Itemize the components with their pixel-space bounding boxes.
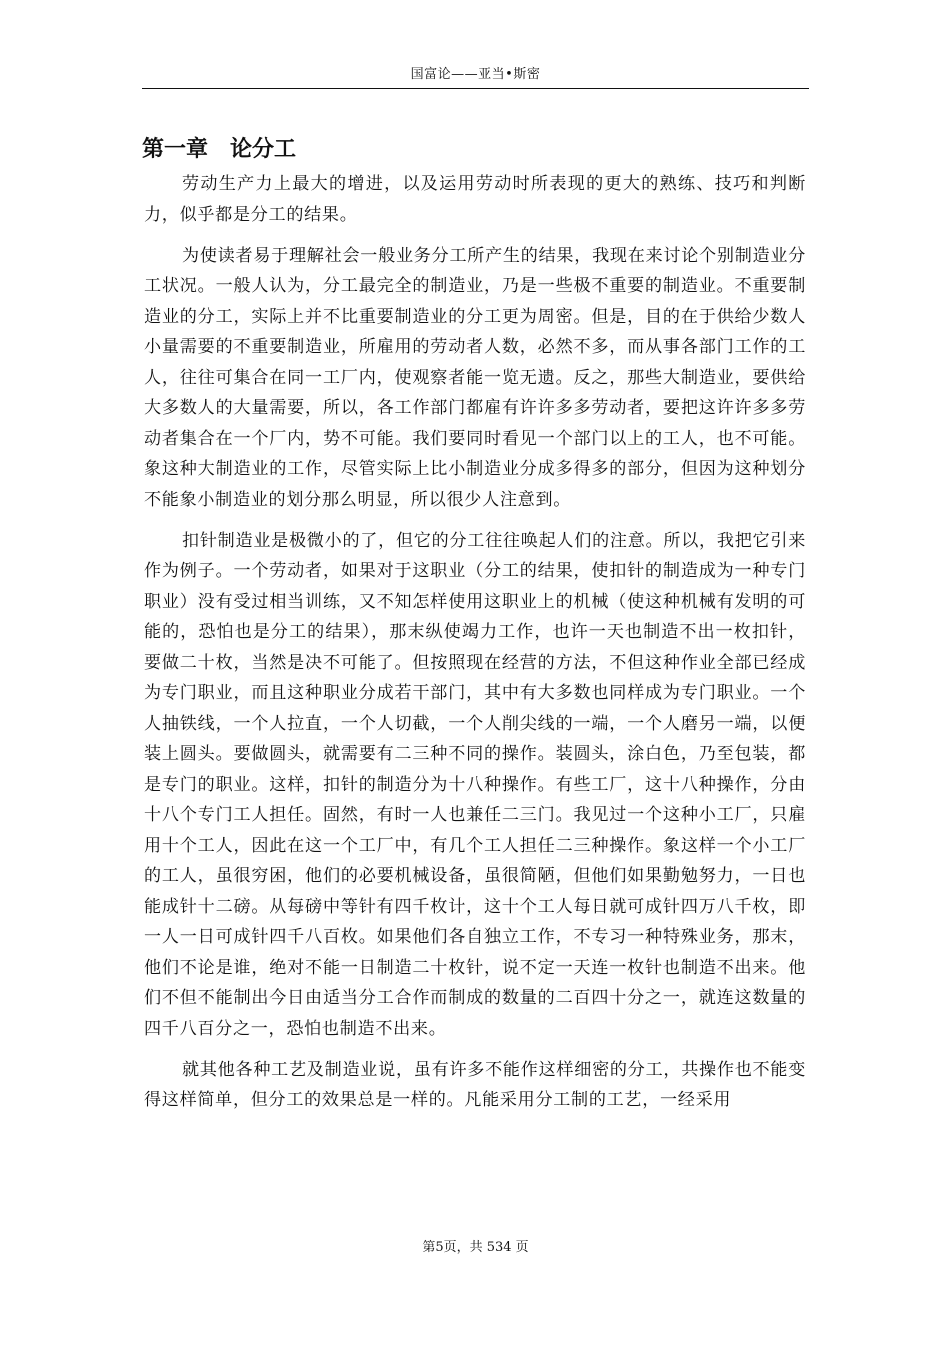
paragraph-3: 扣针制造业是极微小的了，但它的分工往往唤起人们的注意。所以，我把它引来作为例子。一个劳动者，如果对于这职业（分工的结果，使扣针的制造成为一种专门职业）没有受过相当训练，又不知怎样使用这职业上的机械（使这种机械有发明的可能的，恐怕也是分工的结果），那末纵使竭力工作，也许一天也制造不出一枚扣针，要做二十枚，当然是决不可能了。但按照现在经营的方法，不但这种作业全部已经成为专门职业，而且这种职业分成若干部门，其中有大多数也同样成为专门职业。一个人抽铁线，一个人拉直，一个人切截，一个人削尖线的一端，一个人磨另一端，以便装上圆头。要做圆头，就需要有二三种不同的操作。装圆头，涂白色，乃至包装，都是专门的职业。这样，扣针的制造分为十八种操作。有些工厂，这十八种操作，分由十八个专门工人担任。固然，有时一人也兼任二三门。我见过一个这种小工厂，只雇用十个工人，因此在这一个工厂中，有几个工人担任二三种操作。象这样一个小工厂的工人，虽很穷困，他们的必要机械设备，虽很简陋，但他们如果勤勉努力，一日也能成针十二磅。从每磅中等针有四千枚计，这十个工人每日就可成针四万八千枚，即一人一日可成针四千八百枚。如果他们各自独立工作，不专习一种特殊业务，那末，他们不论是谁，绝对不能一日制造二十枚针，说不定一天连一枚针也制造不出来。他们不但不能制出今日由适当分工合作而制成的数量的二百四十分之一，就连这数量的四千八百分之一，恐怕也制造不出来。 <box>144 530 806 1039</box>
paragraph-4: 就其他各种工艺及制造业说，虽有许多不能作这样细密的分工，共操作也不能变得这样简单，但分工的效果总是一样的。凡能采用分工制的工艺，一经采用 <box>144 1059 806 1110</box>
header-rule <box>142 88 809 89</box>
paragraph-1: 劳动生产力上最大的增进，以及运用劳动时所表现的更大的熟练、技巧和判断力，似乎都是分工的结果。 <box>144 174 806 225</box>
paragraph-2: 为使读者易于理解社会一般业务分工所产生的结果，我现在来讨论个别制造业分工状况。一般人认为，分工最完全的制造业，乃是一些极不重要的制造业。不重要制造业的分工，实际上并不比重要制造业的分工更为周密。但是，目的在于供给少数人小量需要的不重要制造业，所雇用的劳动者人数，必然不多，而从事各部门工作的工人，往往可集合在同一工厂内，使观察者能一览无遗。反之，那些大制造业，要供给大多数人的大量需要，所以，各工作部门都雇有许许多多劳动者，要把这许许多多劳动者集合在一个厂内，势不可能。我们要同时看见一个部门以上的工人，也不可能。象这种大制造业的工作，尽管实际上比小制造业分成多得多的部分，但因为这种划分不能象小制造业的划分那么明显，所以很少人注意到。 <box>144 245 806 510</box>
body-text <box>144 169 806 1126</box>
page-number-footer: 第5页，共 534 页 <box>422 1240 529 1255</box>
chapter-title: 第一章 论分工 <box>142 137 297 162</box>
running-header-title: 国富论——亚当•斯密 <box>410 67 541 82</box>
